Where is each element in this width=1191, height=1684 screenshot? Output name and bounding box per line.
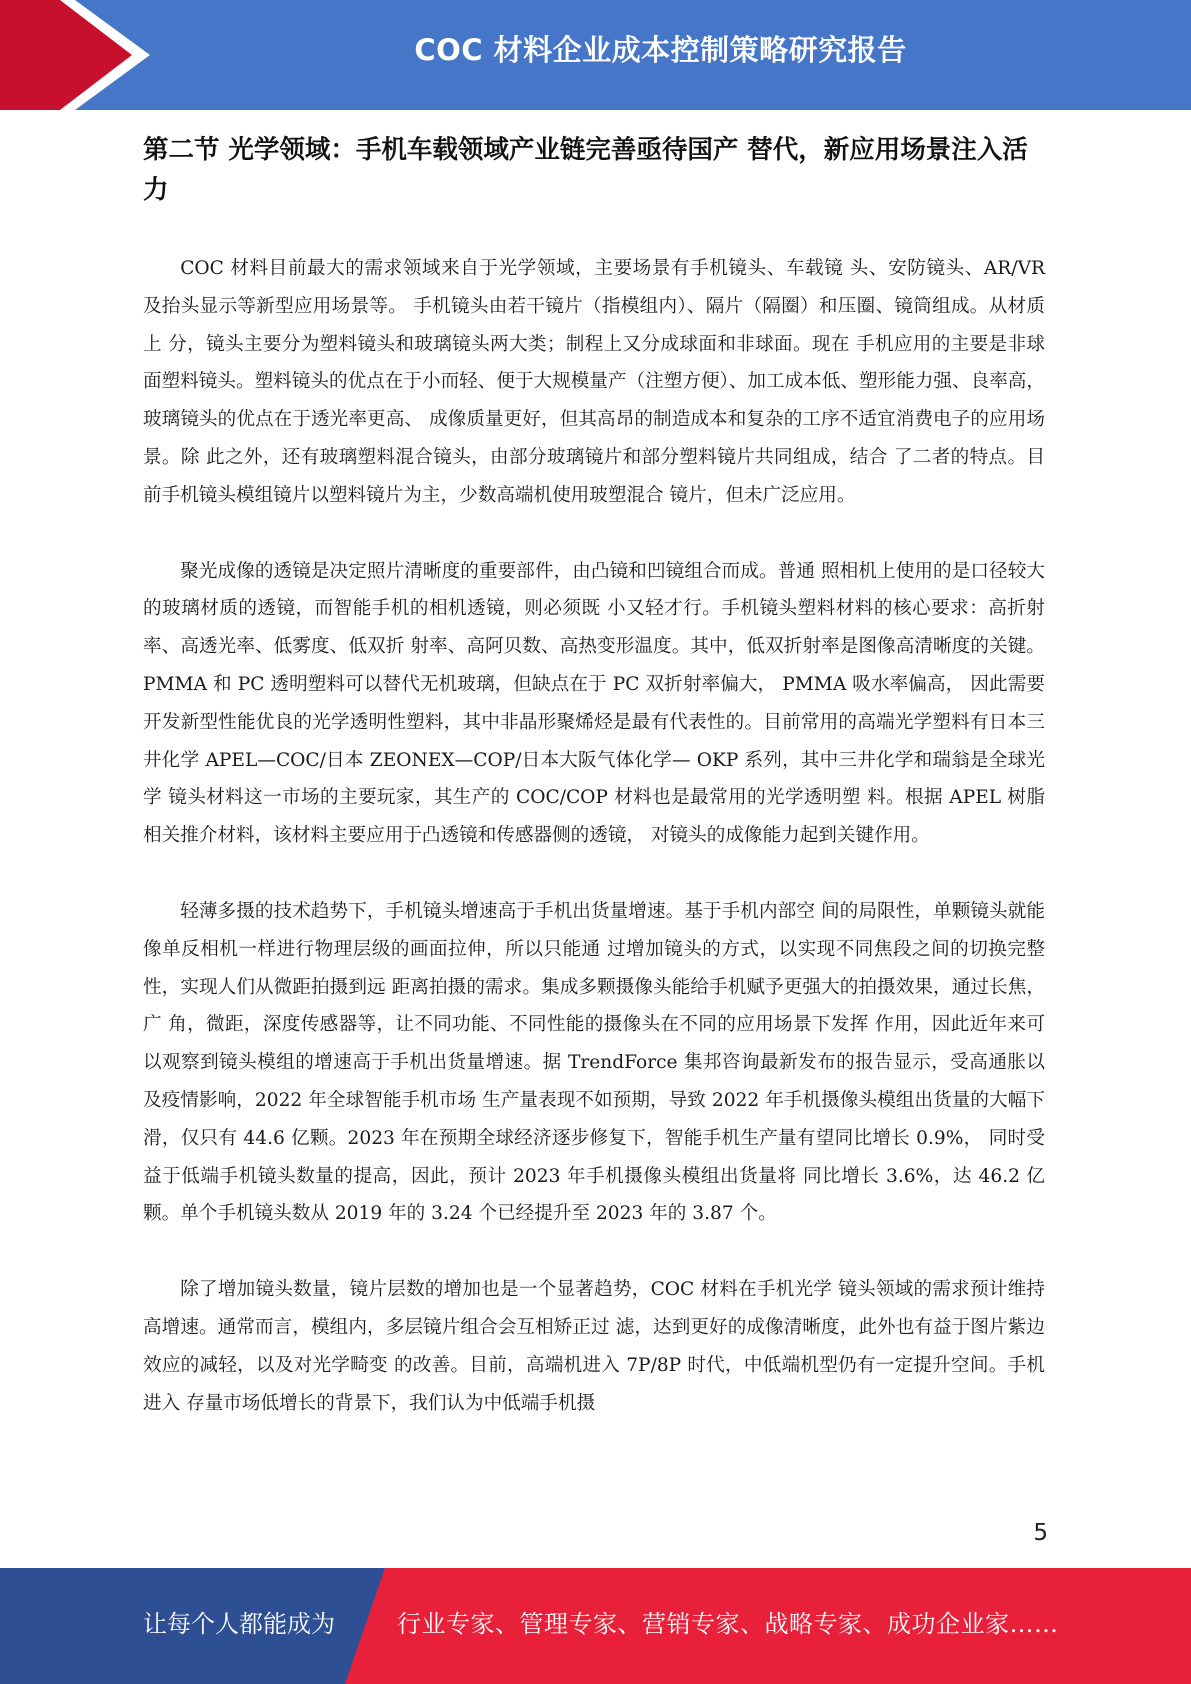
section-title: 第二节 光学领域：手机车载领域产业链完善亟待国产 替代，新应用场景注入活力 [143,135,1028,205]
page-header [0,0,1191,110]
footer-slogan-left: 让每个人都能成为 [143,1610,335,1638]
report-title: COC 材料企业成本控制策略研究报告 [414,33,907,67]
paragraph-optical-applications: COC 材料目前最大的需求领域来自于光学领域，主要场景有手机镜头、车载镜 头、安防镜头、AR/VR 及抬头显示等新型应用场景等。 手机镜头由若干镜片（指模组内）、隔片（隔圈）和压圈、镜筒组成。从材质上 分，镜头主要分为塑料镜头和玻璃镜头两大类；制程上又分成球面和非球面。现在 手机应用的主要是非球面塑料镜头。塑料镜头的优点在于小而轻、便于大规模量产（注塑方便）、加工成本低、塑形能力强、良率高，玻璃镜头的优点在于透光率更高、 成像质量更好，但其高昂的制造成本和复杂的工序不适宜消费电子的应用场景。除 此之外，还有玻璃塑料混合镜头，由部分玻璃镜片和部分塑料镜片共同组成，结合 了二者的特点。目前手机镜头模组镜片以塑料镜片为主，少数高端机使用玻塑混合 镜片，但未广泛应用。 [143,258,1045,506]
page-number: 5 [1033,1520,1048,1546]
paragraph-lens-materials: 聚光成像的透镜是决定照片清晰度的重要部件，由凸镜和凹镜组合而成。普通 照相机上使用的是口径较大的玻璃材质的透镜，而智能手机的相机透镜，则必须既 小又轻才行。手机镜头塑料材料的核心要求：高折射率、高透光率、低雾度、低双折 射率、高阿贝数、高热变形温度。其中，低双折射率是图像高清晰度的关键。 PMMA 和 PC 透明塑料可以替代无机玻璃，但缺点在于 PC 双折射率偏大， PMMA 吸水率偏高， 因此需要开发新型性能优良的光学透明性塑料，其中非晶形聚烯烃是最有代表性的。目前常用的高端光学塑料有日本三井化学 APEL—COC/日本 ZEONEX—COP/日本大阪气体化学— OKP 系列，其中三井化学和瑞翁是全球光学 镜头材料这一市场的主要玩家，其生产的 COC/COP 材料也是最常用的光学透明塑 料。根据 APEL 树脂相关推介材料，该材料主要应用于凸透镜和传感器侧的透镜， 对镜头的成像能力起到关键作用。 [143,560,1045,847]
page-footer [0,1568,1191,1684]
document-body [143,130,1045,1460]
footer-slogan-right: 行业专家、管理专家、营销专家、战略专家、成功企业家…… [397,1610,1059,1638]
paragraph-lens-layers: 除了增加镜头数量，镜片层数的增加也是一个显著趋势，COC 材料在手机光学 镜头领域的需求预计维持高增速。通常而言，模组内，多层镜片组合会互相矫正过 滤，达到更好的成像清晰度，此外也有益于图片紫边效应的减轻，以及对光学畸变 的改善。目前，高端机进入 7P/8P 时代，中低端机型仍有一定提升空间。手机进入 存量市场低增长的背景下，我们认为中低端手机摄 [143,1279,1045,1414]
paragraph-multi-camera-trend: 轻薄多摄的技术趋势下，手机镜头增速高于手机出货量增速。基于手机内部空 间的局限性，单颗镜头就能像单反相机一样进行物理层级的画面拉伸，所以只能通 过增加镜头的方式，以实现不同焦段之间的切换完整性，实现人们从微距拍摄到远 距离拍摄的需求。集成多颗摄像头能给手机赋予更强大的拍摄效果，通过长焦，广 角，微距，深度传感器等，让不同功能、不同性能的摄像头在不同的应用场景下发挥 作用，因此近年来可以观察到镜头模组的增速高于手机出货量增速。据 TrendForce 集邦咨询最新发布的报告显示，受高通胀以及疫情影响，2022 年全球智能手机市场 生产量表现不如预期，导致 2022 年手机摄像头模组出货量的大幅下滑，仅只有 44.6 亿颗。2023 年在预期全球经济逐步修复下，智能手机生产量有望同比增长 0.9%， 同时受益于低端手机镜头数量的提高，因此，预计 2023 年手机摄像头模组出货量将 同比增长 3.6%，达 46.2 亿颗。单个手机镜头数从 2019 年的 3.24 个已经提升至 2023 年的 3.87 个。 [143,900,1045,1225]
